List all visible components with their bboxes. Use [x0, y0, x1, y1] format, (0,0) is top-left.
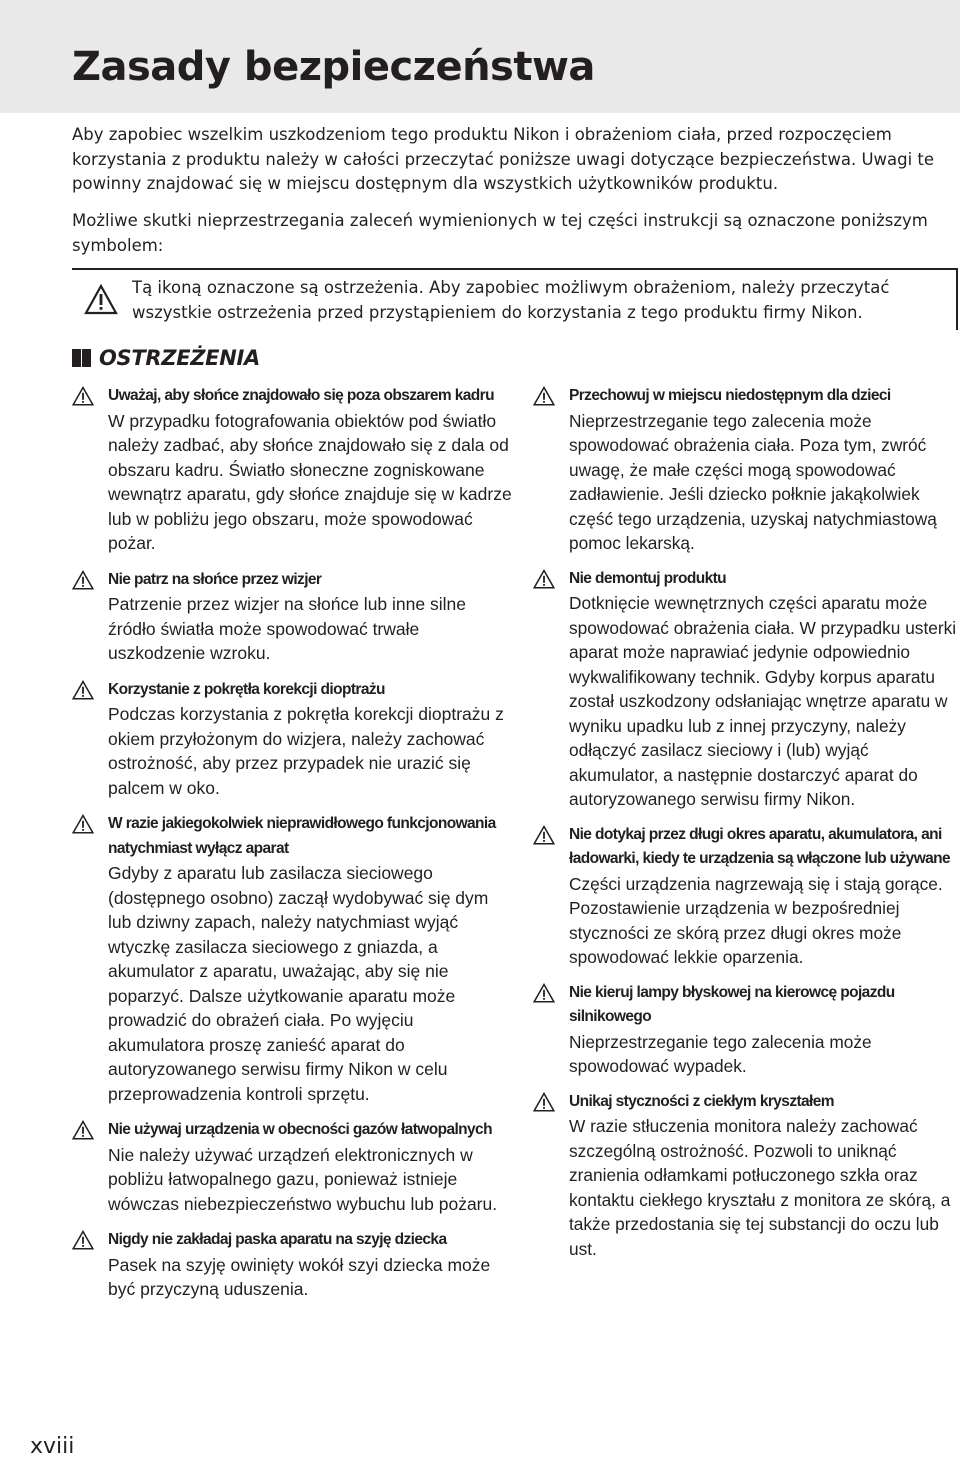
- warning-triangle-icon: [72, 386, 94, 406]
- warning-symbol-text: Tą ikoną oznaczone są ostrzeżenia. Aby zapobiec możliwym obrażeniom, należy przeczytać wszystkie ostrzeżenia przed przystąpieniem do korzystania z tego produktu firmy Nikon.: [132, 278, 890, 322]
- warning-body: Dotknięcie wewnętrznych części aparatu może spowodować obrażenia ciała. W przypadku usterki aparat może naprawiać jedynie odpowiednio wykwalifikowany technik. Gdyby korpus aparatu został uszkodzony odsłaniając wnętrze aparatu w wyniku upadku lub z innej przyczyny, należy odłączyć zasilacz sieciowy i (lub) wyjąć akumulator, a następnie dostarczyć aparat do autoryzowanego serwisu firmy Nikon.: [569, 593, 957, 809]
- warning-body: Pasek na szyję owinięty wokół szyi dziecka może być przyczyną uduszenia.: [108, 1254, 491, 1299]
- warning-body: Nieprzestrzeganie tego zalecenia może spowodować obrażenia ciała. Poza tym, zwróć uwagę, że małe części mogą spowodować zadławienie. Jeśli dziecko połknie jakąkolwiek część tego urządzenia, uzyskaj natychmiastową pomoc lekarską.: [569, 410, 937, 553]
- warning-item: [72, 678, 512, 801]
- page-title: Zasady bezpieczeństwa: [72, 44, 595, 90]
- warnings-column-right: [533, 384, 958, 1272]
- warning-triangle-icon: [533, 386, 555, 406]
- warning-triangle-icon: [533, 1092, 555, 1112]
- warning-body: Podczas korzystania z pokrętła korekcji dioptrażu z okiem przyłożonym do wizjera, należy zachować ostrożność, aby przez przypadek nie urazić się palcem w oko.: [108, 704, 504, 798]
- page-number: xviii: [30, 1434, 75, 1459]
- warning-item: [533, 384, 958, 556]
- warning-triangle-icon: [72, 680, 94, 700]
- warning-item: [72, 1118, 512, 1216]
- warning-body: Patrzenie przez wizjer na słońce lub inne silne źródło światła może spowodować trwałe uszkodzenie wzroku.: [108, 594, 466, 663]
- warning-heading: Nie demontuj produktu: [569, 569, 727, 587]
- warning-item: [72, 568, 512, 666]
- warning-heading: Uważaj, aby słońce znajdowało się poza obszarem kadru: [108, 387, 494, 404]
- warning-body: Części urządzenia nagrzewają się i stają gorące. Pozostawienie urządzenia w bezpośredniej styczności ze skórą przez długi okres może spowodować lekkie oparzenia.: [569, 873, 943, 967]
- warning-triangle-icon: [533, 569, 555, 589]
- warning-item: [533, 567, 958, 812]
- warning-triangle-icon: [533, 825, 555, 845]
- warning-heading: Nie kieruj lampy błyskowej na kierowcę pojazdu silnikowego: [569, 983, 895, 1025]
- warning-body: Gdyby z aparatu lub zasilacza sieciowego (dostępnego osobno) zaczął wydobywać się dym lub dziwny zapach, należy natychmiast wyjąć wtyczkę zasilacza sieciowego z gniazda, a akumulator z aparatu, uważając, aby się nie poparzyć. Dalsze użytkowanie aparatu może prowadzić do obrażeń ciała. Po wyjęciu akumulatora proszę zanieść aparat do autoryzowanego serwisu firmy Nikon w celu przeprowadzenia kontroli sprzętu.: [108, 863, 489, 1104]
- warning-symbol-box: [72, 268, 958, 330]
- warning-heading: Korzystanie z pokrętła korekcji dioptrażu: [108, 680, 385, 698]
- warning-triangle-icon: [84, 284, 118, 315]
- section-heading: [72, 344, 260, 372]
- warning-triangle-icon: [533, 983, 555, 1003]
- warning-item: [72, 1228, 512, 1302]
- warning-triangle-icon: [72, 570, 94, 590]
- warning-body: W razie stłuczenia monitora należy zachować szczególną ostrożność. Pozwoli to uniknąć zranienia odłamkami potłuczonego szkła oraz kontaktu ciekłego kryształu z monitora ze skórą, a także przedostania się tej substancji do oczu lub ust.: [569, 1116, 951, 1259]
- warning-heading: Nie używaj urządzenia w obecności gazów łatwopalnych: [108, 1121, 492, 1138]
- warning-triangle-icon: [72, 1230, 94, 1250]
- warning-body: Nie należy używać urządzeń elektronicznych w pobliżu łatwopalnego gazu, ponieważ istnieje wówczas niebezpieczeństwo wybuchu lub pożaru.: [108, 1144, 498, 1214]
- warnings-column-left: [72, 384, 512, 1314]
- warning-heading: Nie patrz na słońce przez wizjer: [108, 570, 322, 588]
- warning-item: [533, 823, 958, 970]
- warning-body: W przypadku fotografowania obiektów pod światło należy zadbać, aby słońce znajdowało się z dala od obszaru kadru. Światło słoneczne zogniskowane wewnątrz aparatu, gdy słońce znajduje się w kadrze lub w pobliżu jego obszaru, może spowodować pożar.: [108, 410, 512, 553]
- section-square-icon: [72, 349, 91, 367]
- warning-item: [533, 981, 958, 1079]
- warning-triangle-icon: [72, 814, 94, 834]
- warning-body: Nieprzestrzeganie tego zalecenia może spowodować wypadek.: [569, 1031, 872, 1076]
- intro-paragraph: Aby zapobiec wszelkim uszkodzeniom tego produktu Nikon i obrażeniom ciała, przed rozpoczęciem korzystania z produktu należy w całości przeczytać poniższe uwagi dotyczące bezpieczeństwa. Uwagi te powinny znajdować się w miejscu dostępnym dla wszystkich użytkowników produktu.: [72, 125, 935, 193]
- intro-paragraph: Możliwe skutki nieprzestrzegania zaleceń wymienionych w tej części instrukcji są oznaczone poniższym symbolem:: [72, 211, 928, 255]
- warning-heading: Nigdy nie zakładaj paska aparatu na szyję dziecka: [108, 1231, 447, 1248]
- section-title: OSTRZEŻENIA: [99, 346, 260, 370]
- warning-heading: Nie dotykaj przez długi okres aparatu, akumulatora, ani ładowarki, kiedy te urządzenia są włączone lub używane: [569, 825, 951, 867]
- warning-item: [533, 1090, 958, 1262]
- warning-heading: W razie jakiegokolwiek nieprawidłowego funkcjonowania natychmiast wyłącz aparat: [108, 815, 496, 857]
- warning-heading: Unikaj styczności z ciekłym kryształem: [569, 1092, 834, 1110]
- warning-item: [72, 384, 512, 556]
- warning-item: [72, 812, 512, 1106]
- warning-triangle-icon: [72, 1120, 94, 1140]
- warning-heading: Przechowuj w miejscu niedostępnym dla dzieci: [569, 387, 891, 404]
